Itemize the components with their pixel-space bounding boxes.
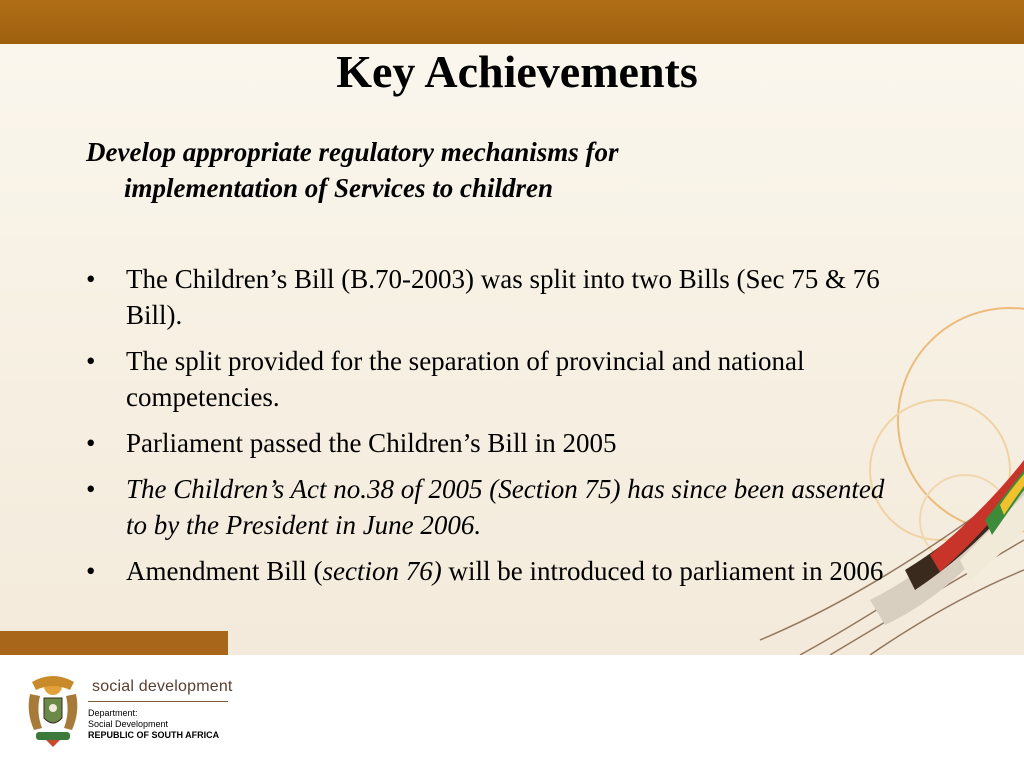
- bullet-item: [86, 425, 896, 461]
- footer-dept-line-1: Department:: [88, 708, 138, 718]
- subtitle-line-1: Develop appropriate regulatory mechanisms for: [86, 137, 619, 167]
- bullet-marker: •: [86, 428, 96, 458]
- slide-title: Key Achievements: [336, 46, 698, 97]
- bullet-item: [86, 261, 896, 333]
- bullet-text-before: Amendment Bill (: [126, 556, 323, 586]
- bullet-text: Parliament passed the Children’s Bill in 2005: [126, 428, 617, 458]
- coat-of-arms-icon: [22, 672, 84, 748]
- bullet-marker: •: [86, 474, 96, 504]
- bullet-text-after: will be introduced to parliament in 2006: [441, 556, 884, 586]
- footer-dept-line-3: REPUBLIC OF SOUTH AFRICA: [88, 730, 220, 740]
- footer-divider: [88, 701, 228, 702]
- slide-subtitle: [86, 134, 806, 206]
- footer-brand: social development: [92, 678, 233, 695]
- bullet-marker: •: [86, 346, 96, 376]
- bullet-text: The Children’s Act no.38 of 2005 (Section 75) has since been assented to by the President in June 2006.: [126, 474, 885, 540]
- bottom-band: [0, 631, 228, 655]
- bullet-marker: •: [86, 264, 96, 294]
- bullet-text: The split provided for the separation of provincial and national competencies.: [126, 346, 805, 412]
- bullet-text: The Children’s Bill (B.70-2003) was split into two Bills (Sec 75 & 76 Bill).: [126, 264, 880, 330]
- footer-department: [88, 708, 219, 741]
- bullet-item: [86, 553, 896, 589]
- subtitle-line-2: implementation of Services to children: [124, 173, 553, 203]
- bullet-marker: •: [86, 556, 96, 586]
- footer-dept-line-2: Social Development: [88, 719, 169, 729]
- bullet-item: [86, 343, 896, 415]
- bullet-text-italic: section 76): [322, 556, 442, 586]
- bullet-item: [86, 471, 896, 543]
- bullet-list: [86, 261, 896, 599]
